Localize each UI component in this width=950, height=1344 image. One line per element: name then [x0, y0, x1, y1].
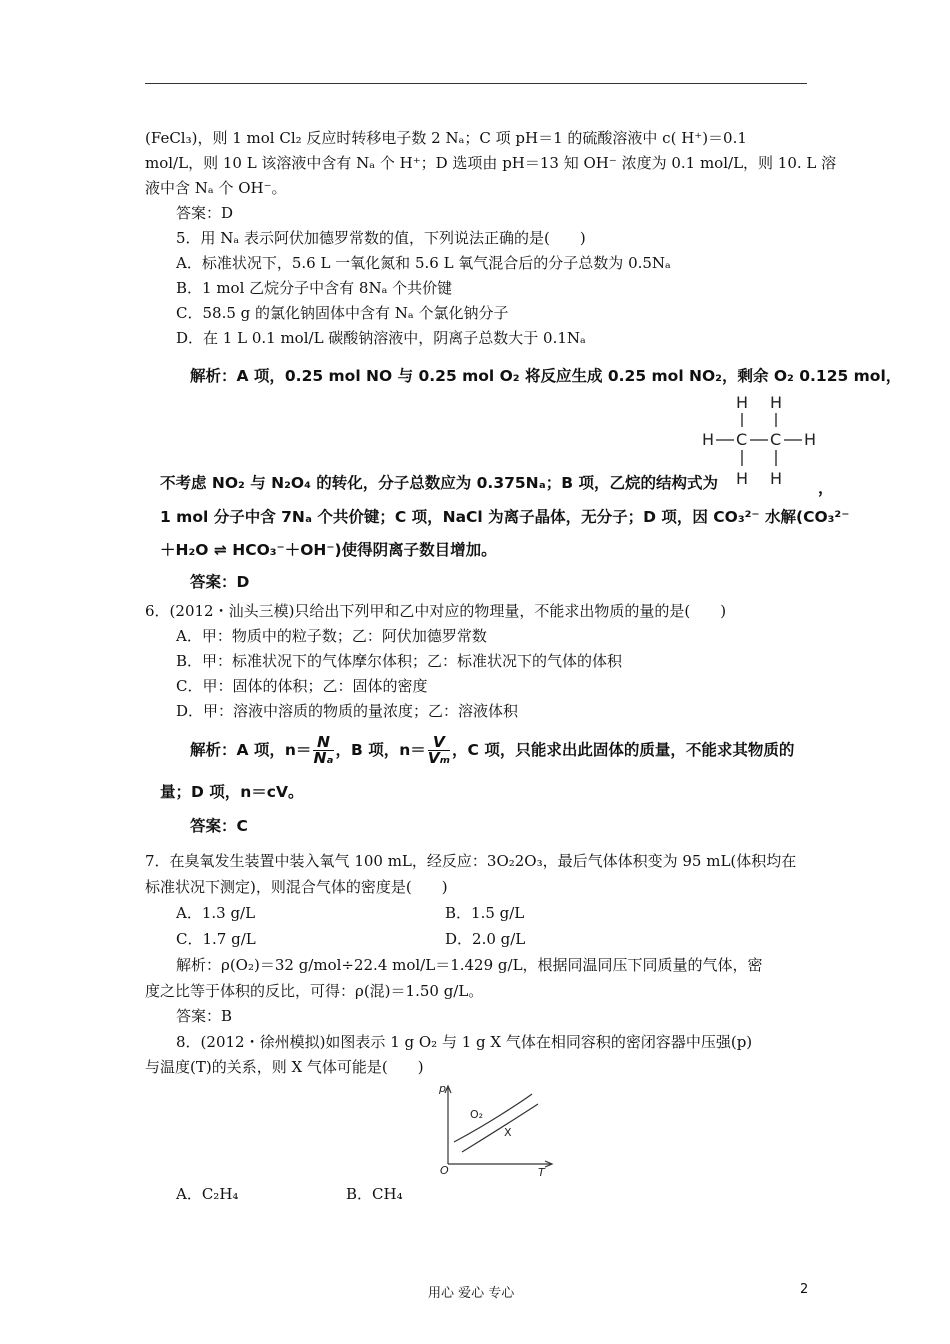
option-b: B．1.5 g/L [445, 904, 525, 922]
curve-o2 [454, 1094, 532, 1142]
hydrogen-atom: H [804, 430, 817, 449]
option-b: B．CH₄ [346, 1185, 403, 1203]
footer-text: 用心 爱心 专心 [428, 1286, 515, 1301]
option-b: B．甲：标准状况下的气体摩尔体积；乙：标准状况下的气体的体积 [176, 652, 623, 670]
curve-label-o2: O₂ [470, 1108, 484, 1121]
option-c: C．58.5 g 的氯化钠固体中含有 Nₐ 个氯化钠分子 [176, 304, 509, 322]
solution-line: ＋H₂O ⇌ HCO₃⁻＋OH⁻)使得阴离子数目增加。 [160, 541, 497, 559]
fraction: $\frac{N}{\text{Nₐ}}$ [313, 733, 334, 767]
hydrogen-atom: H [770, 469, 783, 488]
origin-label: O [440, 1164, 449, 1177]
text-line: mol/L，则 10 L 该溶液中含有 Nₐ 个 H⁺；D 选项由 pH＝13 知 OH⁻ 浓度为 0.1 mol/L，则 10. L 溶 [145, 154, 837, 172]
solution-line [190, 735, 794, 766]
option-a: A．C₂H₄ [176, 1185, 239, 1203]
page-number: 2 [800, 1282, 809, 1297]
curve-label-x: X [504, 1126, 512, 1139]
solution-text: ，B 项，n＝ [335, 741, 426, 759]
question-5: 5．用 Nₐ 表示阿伏加德罗常数的值，下列说法正确的是( ) [176, 229, 586, 247]
option-a: A．标准状况下，5.6 L 一氧化氮和 5.6 L 氧气混合后的分子总数为 0.5Nₐ [176, 254, 671, 272]
solution-text: ，C 项，只能求出此固体的质量，不能求其物质的 [452, 741, 795, 759]
question-7-cont: 标准状况下测定)，则混合气体的密度是( ) [145, 878, 448, 896]
answer: 答案：D [176, 204, 234, 222]
solution-line: 解析：A 项，0.25 mol NO 与 0.25 mol O₂ 将反应生成 0.25 mol NO₂，剩余 O₂ 0.125 mol， [190, 367, 902, 385]
solution-line: 度之比等于体积的反比，可得：ρ(混)＝1.50 g/L。 [145, 982, 484, 1000]
fraction: $\frac{V}{\text{Vₘ}}$ [427, 733, 451, 767]
question-7: 7．在臭氧发生装置中装入氧气 100 mL，经反应：3O₂2O₃，最后气体体积变为 95 mL(体积均在 [145, 852, 797, 870]
carbon-atom: C [736, 430, 748, 449]
y-axis-label: p [439, 1082, 446, 1095]
option-a: A．甲：物质中的粒子数；乙：阿伏加德罗常数 [176, 627, 487, 645]
solution-line: 1 mol 分子中含 7Nₐ 个共价键；C 项，NaCl 为离子晶体，无分子；D 项，因 CO₃²⁻ 水解(CO₃²⁻ [160, 508, 850, 526]
solution-line: 不考虑 NO₂ 与 N₂O₄ 的转化，分子总数应为 0.375Nₐ；B 项，乙烷的结构式为 [160, 474, 718, 492]
question-8-cont: 与温度(T)的关系，则 X 气体可能是( ) [145, 1058, 424, 1076]
text-line: (FeCl₃)，则 1 mol Cl₂ 反应时转移电子数 2 Nₐ；C 项 pH＝1 的硫酸溶液中 c( H⁺)＝0.1 [145, 129, 747, 147]
header-rule [145, 83, 807, 84]
answer: 答案：D [190, 573, 250, 591]
solution-punct: ， [818, 479, 834, 497]
pressure-temperature-graph [430, 1080, 560, 1178]
solution-line: 解析：ρ(O₂)＝32 g/mol÷22.4 mol/L＝1.429 g/L，根据同温同压下同质量的气体，密 [176, 956, 763, 974]
question-6: 6．(2012・汕头三模)只给出下列甲和乙中对应的物理量，不能求出物质的量的是( ) [145, 602, 727, 620]
hydrogen-atom: H [736, 469, 749, 488]
answer: 答案：B [176, 1007, 233, 1025]
option-d: D．甲：溶液中溶质的物质的量浓度；乙：溶液体积 [176, 702, 519, 720]
carbon-atom: C [770, 430, 782, 449]
hydrogen-atom: H [736, 393, 749, 412]
answer: 答案：C [190, 817, 248, 835]
hydrogen-atom: H [702, 430, 715, 449]
option-a: A．1.3 g/L [176, 904, 256, 922]
option-d: D．在 1 L 0.1 mol/L 碳酸钠溶液中，阴离子总数大于 0.1Nₐ [176, 329, 586, 347]
solution-line: 量；D 项，n＝cV。 [160, 783, 304, 801]
ethane-structure [700, 390, 822, 490]
option-b: B．1 mol 乙烷分子中含有 8Nₐ 个共价键 [176, 279, 453, 297]
option-d: D．2.0 g/L [445, 930, 526, 948]
option-c: C．1.7 g/L [176, 930, 256, 948]
x-axis-label: T [538, 1166, 545, 1178]
solution-text: 解析：A 项，n＝ [190, 741, 312, 759]
hydrogen-atom: H [770, 393, 783, 412]
question-8: 8．(2012・徐州模拟)如图表示 1 g O₂ 与 1 g X 气体在相同容积的密闭容器中压强(p) [176, 1033, 753, 1051]
option-c: C．甲：固体的体积；乙：固体的密度 [176, 677, 428, 695]
text-line: 液中含 Nₐ 个 OH⁻。 [145, 179, 287, 197]
